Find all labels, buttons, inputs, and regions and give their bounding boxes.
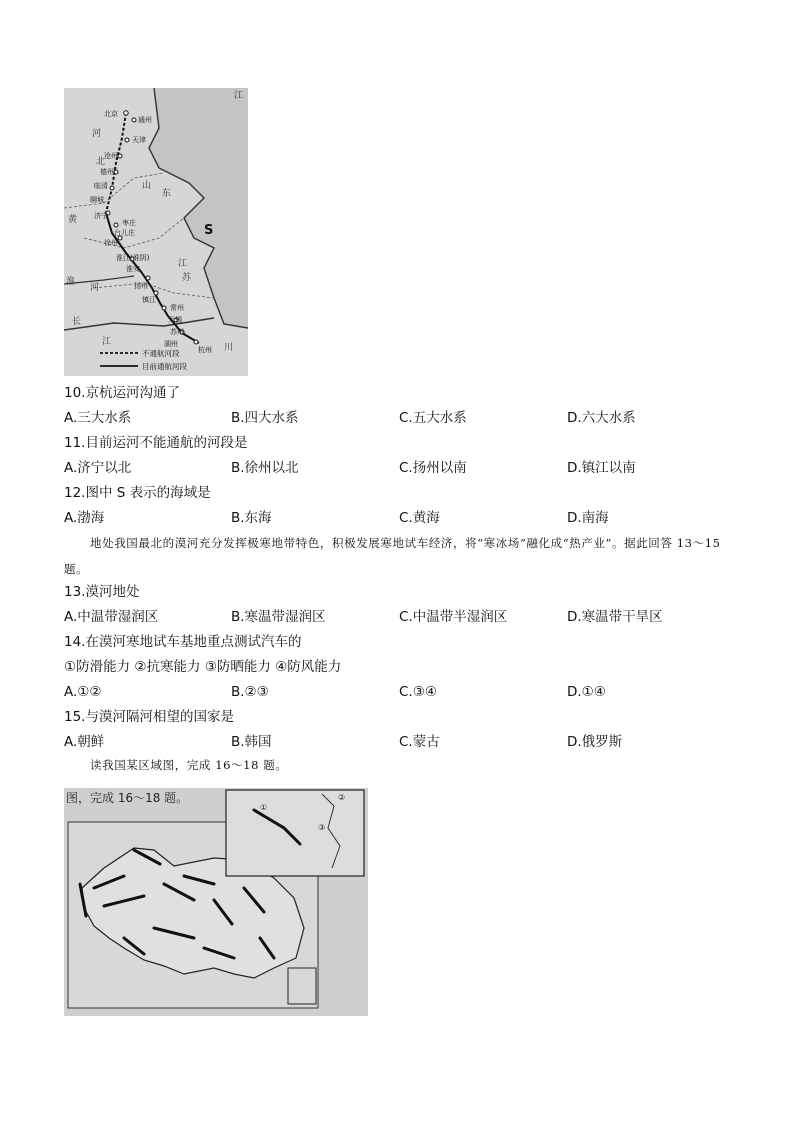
map2-inset-label-one: ① xyxy=(260,803,268,812)
map1-label-linqing: 临清 xyxy=(94,182,108,190)
map1-label-huai: 淮 xyxy=(66,277,76,287)
map2-inset-label-two: ② xyxy=(338,793,346,802)
map1-label-taierzhuang: 台儿庄 xyxy=(114,229,135,237)
map1-label-he: 河 xyxy=(92,129,102,139)
map1-label-dong: 东 xyxy=(162,189,172,199)
question-11-stem: 11.目前运河不能通航的河段是 xyxy=(64,435,248,451)
map1-label-jiang3: 江 xyxy=(102,337,112,347)
question-15-stem: 15.与漠河隔河相望的国家是 xyxy=(64,709,234,725)
question-12-option-a: A.渤海 xyxy=(64,510,105,526)
question-10-option-b: B.四大水系 xyxy=(231,410,299,426)
map1-label-s: S xyxy=(204,223,214,238)
question-13-option-d: D.寒温带干旱区 xyxy=(567,609,663,625)
question-14-option-b: B.②③ xyxy=(231,684,269,700)
map1-label-liaocheng: 聊城 xyxy=(90,196,104,204)
grand-canal-map xyxy=(64,88,248,376)
map1-label-su: 苏 xyxy=(182,273,192,283)
map1-label-chang: 长 xyxy=(72,317,82,327)
question-15-option-a: A.朝鲜 xyxy=(64,734,105,750)
question-12-stem: 12.图中 S 表示的海域是 xyxy=(64,485,211,501)
map1-label-hangzhou: 杭州 xyxy=(198,346,212,354)
map1-label-yangzhou: 扬州 xyxy=(134,282,148,290)
map1-label-suzhou: 苏州 xyxy=(170,328,184,336)
question-10-option-a: A.三大水系 xyxy=(64,410,132,426)
map1-label-wuxi: 无锡 xyxy=(168,316,182,324)
map1-label-tianjin: 天津 xyxy=(132,136,146,144)
question-13-option-c: C.中温带半湿润区 xyxy=(399,609,508,625)
map1-label-huzhou: 湖州 xyxy=(164,340,178,348)
question-13-option-a: A.中温带湿润区 xyxy=(64,609,159,625)
map1-legend-non-navigable: 不通航河段 xyxy=(142,349,180,358)
map1-label-jiang2: 江 xyxy=(178,259,188,269)
map2-inset-label-three: ③ xyxy=(318,823,326,832)
map1-label-huaiyin: 淮江(淮阴) xyxy=(116,254,150,262)
passage-mohe xyxy=(64,530,734,582)
map1-label-zhenjiang: 镇江 xyxy=(142,296,156,304)
question-12-option-d: D.南海 xyxy=(567,510,609,526)
passage-region-map-text: 读我国某区域图，完成 16～18 题。 xyxy=(90,758,288,772)
map1-label-shan: 山 xyxy=(142,181,152,191)
map2-caption-fragment: 图，完成 16～18 题。 xyxy=(66,791,189,805)
china-region-map xyxy=(64,788,368,1016)
question-14-choices: ①防滑能力 ②抗寒能力 ③防晒能力 ④防风能力 xyxy=(64,659,342,675)
question-11-option-b: B.徐州以北 xyxy=(231,460,299,476)
map1-label-huaian: 淮安 xyxy=(126,265,140,273)
map1-label-beijing: 北京 xyxy=(104,110,118,118)
map1-label-chuan: 川 xyxy=(224,343,234,353)
map1-label-dezhou: 德州 xyxy=(100,168,114,176)
map1-label-xuzhou: 徐州 xyxy=(104,239,118,247)
passage-region-map xyxy=(64,752,734,778)
question-11-option-d: D.镇江以南 xyxy=(567,460,636,476)
question-10-option-c: C.五大水系 xyxy=(399,410,467,426)
map1-label-cangzhou: 沧州 xyxy=(104,152,118,160)
question-14-option-a: A.①② xyxy=(64,684,102,700)
question-12-option-b: B.东海 xyxy=(231,510,272,526)
question-13-option-b: B.寒温带湿润区 xyxy=(231,609,326,625)
question-14-option-c: C.③④ xyxy=(399,684,437,700)
map1-label-changzhou: 常州 xyxy=(170,304,184,312)
map1-label-huang: 黄 xyxy=(68,215,78,225)
passage-mohe-text: 地处我国最北的漠河充分发挥极寒地带特色，积极发展寒地试车经济，将“寒冰场”融化成“热产业”。据此回答 13～15 题。 xyxy=(64,536,721,576)
question-15-option-b: B.韩国 xyxy=(231,734,272,750)
map1-label-jiang: 江 xyxy=(234,91,244,101)
map1-label-bei: 北 xyxy=(96,157,106,167)
question-14-option-d: D.①④ xyxy=(567,684,606,700)
map1-legend-navigable: 目前通航河段 xyxy=(142,362,187,371)
question-12-option-c: C.黄海 xyxy=(399,510,440,526)
map1-label-tongzhou: 通州 xyxy=(138,116,152,124)
question-14-stem: 14.在漠河寒地试车基地重点测试汽车的 xyxy=(64,634,302,650)
question-11-option-a: A.济宁以北 xyxy=(64,460,132,476)
question-15-option-c: C.蒙古 xyxy=(399,734,440,750)
question-15-option-d: D.俄罗斯 xyxy=(567,734,623,750)
question-11-option-c: C.扬州以南 xyxy=(399,460,467,476)
question-10-stem: 10.京杭运河沟通了 xyxy=(64,385,180,401)
question-10-option-d: D.六大水系 xyxy=(567,410,636,426)
map1-label-zaozhuang: 枣庄 xyxy=(122,219,136,227)
map1-label-he2: 河 xyxy=(90,283,100,293)
question-13-stem: 13.漠河地处 xyxy=(64,584,140,600)
map1-label-jining: 济宁 xyxy=(94,212,108,220)
